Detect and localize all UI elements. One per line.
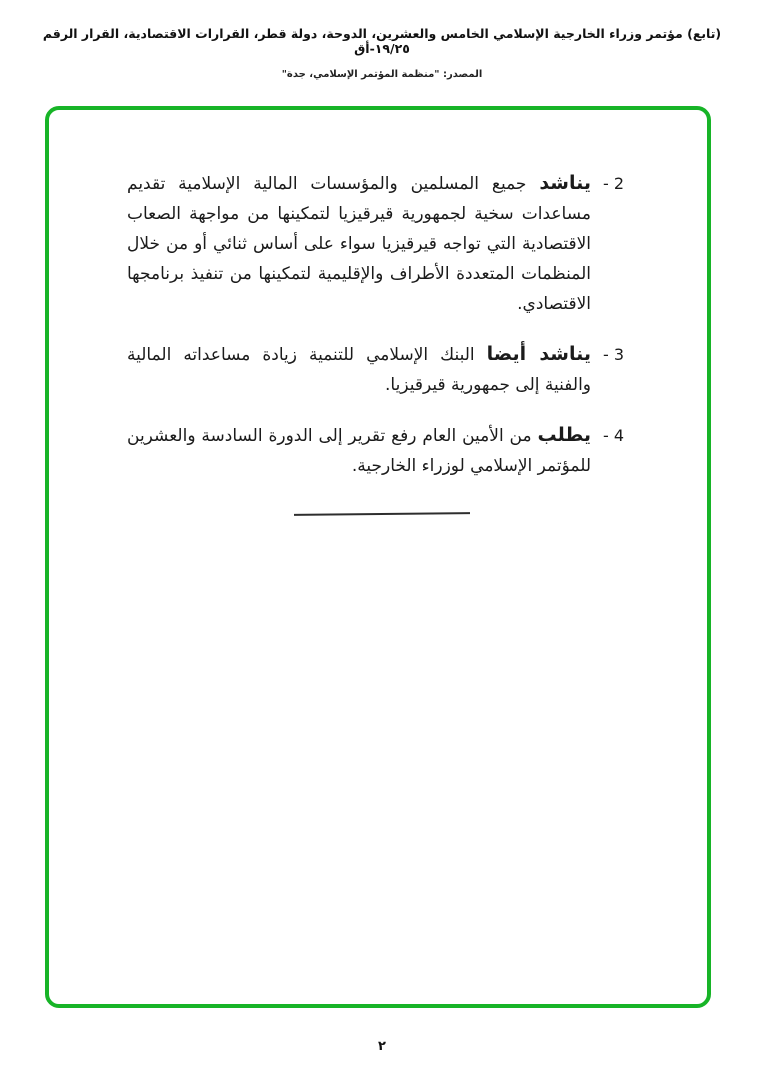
item-number: - 3 xyxy=(603,345,625,364)
end-of-text-rule xyxy=(294,512,470,516)
resolution-paragraph-2 xyxy=(127,168,637,319)
item-text xyxy=(127,168,591,319)
resolution-body xyxy=(127,168,637,515)
content-border-box xyxy=(45,106,711,1008)
item-text xyxy=(127,420,591,481)
page-number: ٢ xyxy=(378,1039,386,1054)
item-lead-word: يناشد xyxy=(539,172,591,194)
document-header xyxy=(0,26,764,80)
resolution-paragraph-4 xyxy=(127,420,637,481)
resolution-paragraph-3 xyxy=(127,339,637,400)
item-lead-word: يطلب xyxy=(537,424,592,446)
item-number: - 2 xyxy=(603,174,625,193)
item-rest-text: من الأمين العام رفع تقرير إلى الدورة السادسة والعشرين للمؤتمر الإسلامي لوزراء الخارجية. xyxy=(127,426,591,476)
item-text xyxy=(127,339,591,400)
header-title: (تابع) مؤتمر وزراء الخارجية الإسلامي الخامس والعشرين، الدوحة، دولة قطر، القرارات الاقتصادية، القرار الرقم ١٩/٢٥-أق xyxy=(42,26,722,56)
item-lead-word: يناشد أيضا xyxy=(486,343,592,365)
item-rest-text: جميع المسلمين والمؤسسات المالية الإسلامية تقديم مساعدات سخية لجمهورية قيرقيزيا لتمكينها من مواجهة الصعاب الاقتصادية التي تواجه قيرقيزيا سواء على أساس ثنائي أو من خلال المنظمات المتعددة الأطراف والإقليمية لتمكينها من تنفيذ برنامجها الاقتصادي. xyxy=(127,174,591,314)
item-rest-text: البنك الإسلامي للتنمية زيادة مساعداته المالية والفنية إلى جمهورية قيرقيزيا. xyxy=(127,345,591,395)
item-number: - 4 xyxy=(603,426,625,445)
header-source: المصدر: "منظمة المؤتمر الإسلامي، جدة" xyxy=(281,69,483,80)
